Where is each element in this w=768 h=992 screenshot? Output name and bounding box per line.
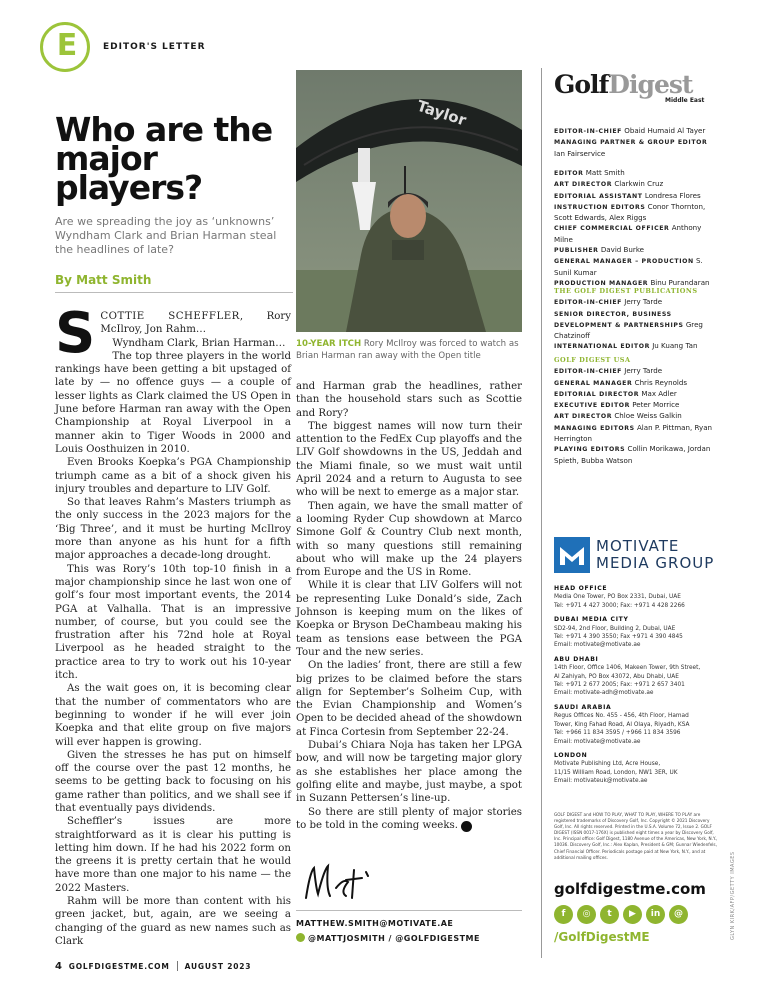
twitter-icon [296, 933, 305, 942]
headline: Who are the major players? [55, 110, 273, 207]
paragraph: Then again, we have the small matter of a looming Ryder Cup showdown at Marco Simone Golf & Country Club next month, with so many questions still remaining about who will make up the 24 players from Europe and the US in Rome. [296, 500, 522, 579]
photo-credit: GLYN KIRK/AFP/GETTY IMAGES [730, 851, 736, 940]
legal-notice: GOLF DIGEST and HOW TO PLAY, WHAT TO PLAY, WHERE TO PLAY are registered trademarks of Discovery Golf, Inc. Copyright © 2021 Discovery Golf, Inc. All rights reserved. Printed in the U.S.A. Volume 72, Issue 2. GOLF DIGEST (ISSN 0017-176X) is published eight times a year by Discovery Golf, Inc. Principal office: Golf Digest, 1180 Avenue of the Americas, New York, N.Y., 10036. Discovery Golf, Inc.: Alex Kaplan, President & GM; Gunnar Wiedenfels, Chief Financial Officer. Periodicals postage paid at New York, N.Y., and at additional mailing offices. [554, 812, 718, 860]
signature-rule [296, 910, 522, 911]
masthead-entry: EDITORIAL DIRECTOR Max Adler [554, 388, 677, 398]
masthead-entry: CHIEF COMMERCIAL OFFICER Anthony Milne [554, 223, 702, 244]
paragraph: The top three players in the world rankings have been getting a bit upstaged of late by — no offence guys — a couple of lesser lights as Clark claimed the US Open in June before Harman ran away with the Open Championship at Royal Liverpool in a manner akin to Tiger Woods in 2000 and Louis Oosthuizen in 2010. [55, 350, 291, 455]
end-mark-icon: G [461, 821, 472, 832]
paragraph: As the wait goes on, it is becoming clear that the number of commentators who are beginning to wonder if he will ever join Koepka and that elite group on five majors will ever happen is growing. [55, 683, 291, 748]
office-entry: SAUDI ARABIA Regus Offices No. 455 - 456, 4th Floor, Hamad Tower, King Fahad Road, Al Olaya, Riyadh, KSA Tel: +966 11 834 3595 / +966 11 834 3596 Email: motivate@motivate.ae [554, 703, 690, 745]
lead-caps: COTTIE SCHEFFLER, [100, 311, 244, 322]
masthead-entry: INTERNATIONAL EDITOR Ju Kuang Tan [554, 341, 698, 351]
caption-label: 10-YEAR ITCH [296, 339, 362, 349]
office-entry: HEAD OFFICE Media One Tower, PO Box 2331, Dubai, UAE Tel: +971 4 427 3000; Fax: +971 4 428 2266 [554, 585, 685, 609]
masthead-entry: PUBLISHER David Burke [554, 245, 645, 255]
logo-golf: Golf [554, 70, 609, 99]
masthead-entry: GENERAL MANAGER Chris Reynolds [554, 377, 688, 387]
paragraph: Wyndham Clark, Brian Harman… [112, 337, 286, 349]
editor-social[interactable] [296, 933, 480, 943]
social-icons [554, 905, 688, 924]
masthead-executive [554, 126, 714, 159]
golf-digest-logo [554, 70, 692, 99]
footer-issue: AUGUST 2023 [184, 962, 252, 971]
photo-rory-mcilroy [296, 70, 522, 332]
masthead-entry: GENERAL MANAGER – PRODUCTION S. Sunil Kumar [554, 256, 703, 277]
article-column-2 [296, 380, 522, 832]
byline: By Matt Smith [55, 273, 152, 287]
motivate-wordmark: MOTIVATE MEDIA GROUP [596, 537, 715, 572]
twitter-icon[interactable]: t [600, 905, 619, 924]
masthead-entry: EDITOR-IN-CHIEF Jerry Tarde [554, 297, 663, 307]
paragraph: Rahm will be more than content with his green jacket, but, again, are we seeing a changing of the guard as new names such as Clark [55, 896, 291, 947]
masthead-section-heading: GOLF DIGEST USA [554, 356, 631, 364]
paragraph: So that leaves Rahm’s Masters triumph as the only success in the 2023 majors for the ‘Big Three’, and it must be hurting McIlroy more than anyone as his hunt for a fifth major approaches a decade-long drought. [55, 497, 291, 562]
paragraph: This was Rory’s 10th top-10 finish in a major championship since he last won one of golf’s four most important events, the 2014 PGA at Valhalla. That is an impressive number, of course, but you could see the frustration after his 72nd hole at Royal Liverpool as he headed straight to the practice area to try to work out his 10-year itch. [55, 563, 291, 682]
caption-text: Rory McIlroy was forced to watch as Brian Harman ran away with the Open title [296, 339, 519, 361]
masthead-section-heading: THE GOLF DIGEST PUBLICATIONS [554, 287, 698, 295]
masthead-entry: EXECUTIVE EDITOR Peter Morrice [554, 400, 680, 410]
deck: Are we spreading the joy as ‘unknowns’ Wyndham Clark and Brian Harman steal the headlines of late? [55, 215, 277, 256]
masthead-entry: EDITOR-IN-CHIEF Obaid Humaid Al Tayer [554, 126, 706, 135]
paragraph: Dubai’s Chiara Noja has taken her LPGA bow, and will now be targeting major glory as she establishes her place among the golfing elite and maybe, just maybe, a spot in Suzann Pettersen’s line-up. [296, 740, 522, 805]
page-footer [55, 961, 251, 972]
masthead-entry: EDITORIAL ASSISTANT Londresa Flores [554, 190, 701, 200]
masthead-entry: ART DIRECTOR Chloe Weiss Galkin [554, 411, 682, 421]
logo-digest: Digest [608, 70, 693, 99]
sidebar-divider [541, 68, 542, 958]
masthead-entry: MANAGING PARTNER & GROUP EDITOR Ian Fairservice [554, 139, 708, 158]
editor-email[interactable]: MATTHEW.SMITH@MOTIVATE.AE [296, 919, 454, 928]
masthead-entry: EDITOR Matt Smith [554, 168, 625, 177]
section-badge-letter: E [56, 28, 78, 63]
facebook-icon[interactable]: f [554, 905, 573, 924]
instagram-icon[interactable]: ◎ [577, 905, 596, 924]
masthead-entry: PRODUCTION MANAGER Binu Purandaran [554, 277, 710, 287]
office-entry: DUBAI MEDIA CITY SD2-94, 2nd Floor, Building 2, Dubai, UAE Tel: +971 4 390 3550; Fax +971 4 390 4845 Email: motivate@motivate.ae [554, 616, 683, 649]
youtube-icon[interactable]: ▶ [623, 905, 642, 924]
office-directory [554, 585, 720, 792]
masthead-team [554, 168, 714, 289]
photo-caption [296, 338, 522, 362]
byline-rule [55, 292, 293, 293]
paragraph: Scheffler’s issues are more straightforward as it is clear his putting is letting him down. If he had his 2022 form on the greens it is pretty certain that he would have more than one major to his name — the 2022 Masters. [55, 816, 291, 894]
drop-cap: S [55, 301, 96, 366]
section-label: EDITOR'S LETTER [103, 42, 206, 52]
paragraph: While it is clear that LIV Golfers will not be representing Luke Donald’s side, Zach Johnson is keeping mum on the likes of Koepka or Bryson DeChambeau making his team as tensions ease between the PGA Tour and the new series. [296, 580, 522, 658]
page-number: 4 [55, 961, 63, 972]
paragraph: On the ladies’ front, there are still a few big prizes to be claimed before the stars align for September’s Solheim Cup, with the Evian Championship and Women’s Open to be decided ahead of the showdown at Finca Cortesin from September 22-24. [296, 660, 522, 738]
masthead-entry: SENIOR DIRECTOR, BUSINESS DEVELOPMENT & PARTNERSHIPS Greg Chatzinoff [554, 310, 703, 341]
threads-icon[interactable]: @ [669, 905, 688, 924]
office-entry: ABU DHABI 14th Floor, Office 1406, Makeen Tower, 9th Street, Al Zahiyah, PO Box 43072, Abu Dhabi, UAE Tel: +971 2 677 2005; Fax: +971 2 657 3401 Email: motivate-adh@motivate.ae [554, 655, 701, 697]
masthead-entry: EDITOR-IN-CHIEF Jerry Tarde [554, 366, 663, 376]
masthead-entry: PLAYING EDITORS Collin Morikawa, Jordan Spieth, Bubba Watson [554, 444, 711, 465]
social-handle[interactable]: /GolfDigestME [554, 930, 650, 944]
editor-social-handles: @MATTJOSMITH / @GOLFDIGESTME [308, 934, 480, 943]
paragraph: and Harman grab the headlines, rather than the household stars such as Scottie and Rory? [296, 381, 522, 419]
footer-divider [177, 961, 178, 971]
masthead-entry: MANAGING EDITORS Alan P. Pittman, Ryan Herrington [554, 422, 713, 444]
photo-illustration [296, 70, 522, 332]
closing-paragraph [296, 806, 522, 833]
umbrella-brand: Taylor [414, 96, 469, 130]
website-link[interactable]: golfdigestme.com [554, 880, 706, 898]
linkedin-icon[interactable]: in [646, 905, 665, 924]
paragraph: The biggest names will now turn their attention to the FedEx Cup playoffs and the LIV Golf showdowns in the US, Jeddah and the Miami finale, so we must wait until April 2024 and a return to Augusta to see who will be next to emerge as a major star. [296, 420, 522, 499]
editor-signature [296, 858, 406, 906]
masthead-entry: INSTRUCTION EDITORS Conor Thornton, Scott Edwards, Alex Riggs [554, 201, 706, 223]
masthead-publications [554, 286, 714, 353]
paragraph: Given the stresses he has put on himself off the course over the past 12 months, he seems to be getting back to focusing on his game rather than politics, and we shall see if that eventually pays dividends. [55, 749, 291, 814]
lead-rest: Rory McIlroy, Jon Rahm… [100, 311, 292, 336]
masthead-usa [554, 355, 714, 466]
footer-site: GOLFDIGESTME.COM [68, 962, 170, 971]
article-column-1 [55, 301, 292, 948]
motivate-logo-icon [554, 537, 590, 573]
logo-region: Middle East [665, 97, 705, 104]
masthead-entry: ART DIRECTOR Clarkwin Cruz [554, 179, 664, 189]
paragraph: Even Brooks Koepka’s PGA Championship triumph came as a bit of a shock given his injury troubles and departure to LIV Golf. [55, 457, 291, 495]
office-entry: LONDON Motivate Publishing Ltd, Acre House, 11/15 William Road, London, NW1 3ER, UK Email: motivateuk@motivate.ae [554, 751, 678, 785]
closing-text: So there are still plenty of major stories to be told in the coming weeks. [296, 806, 522, 831]
